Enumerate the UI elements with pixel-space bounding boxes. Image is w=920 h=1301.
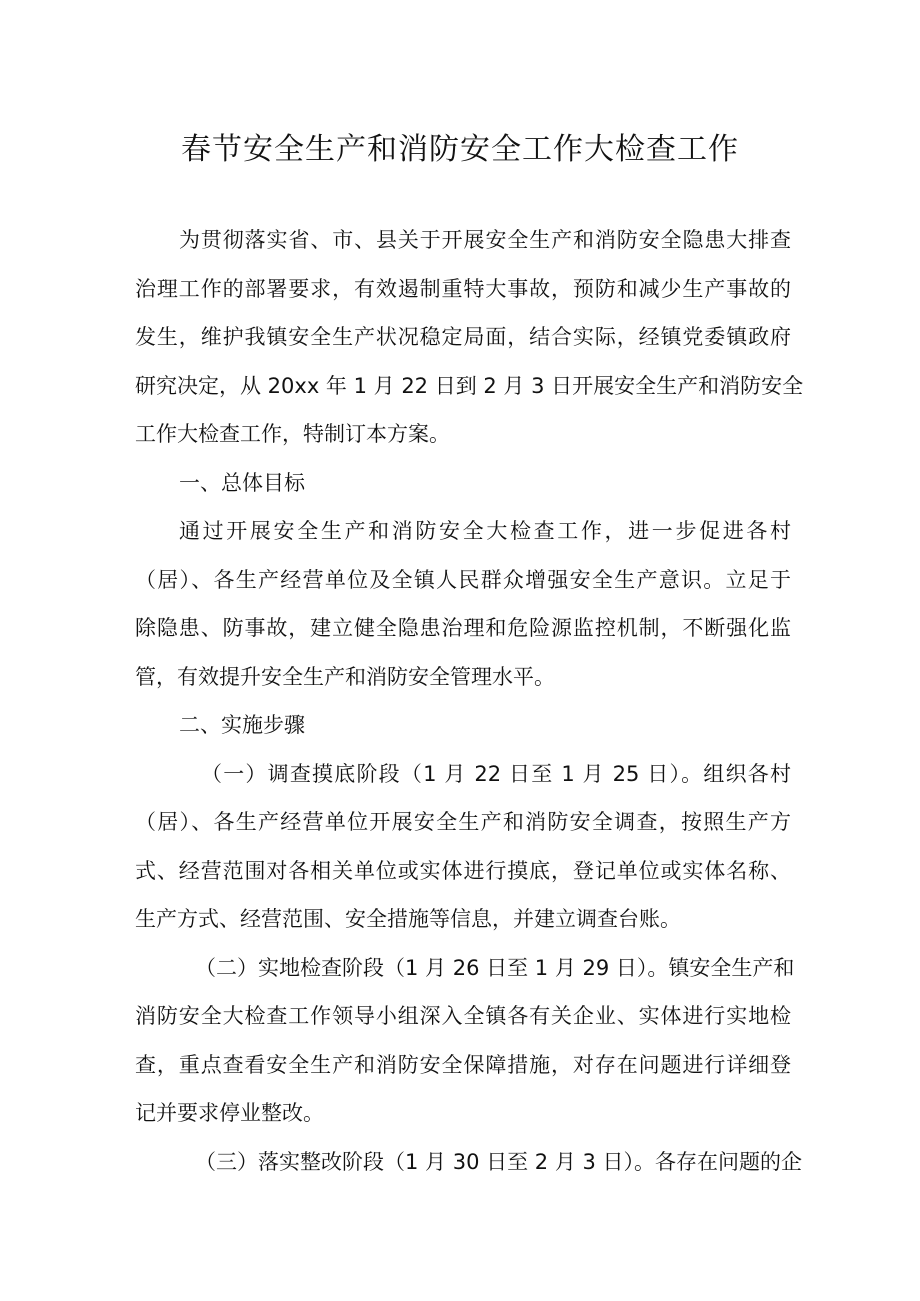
text-line: 式、经营范围对各相关单位或实体进行摸底，登记单位或实体名称、 <box>135 858 791 883</box>
paragraph-step-1 <box>135 750 791 944</box>
text-line: 查，重点查看安全生产和消防安全保障措施，对存在问题进行详细登 <box>135 1052 791 1077</box>
text-line: 通过开展安全生产和消防安全大检查工作，进一步促进各村 <box>179 519 791 543</box>
section-heading-1 <box>135 459 791 508</box>
paragraph-intro <box>135 216 804 459</box>
section-heading: 一、总体目标 <box>179 470 305 495</box>
text-line: 管，有效提升安全生产和消防安全管理水平。 <box>135 664 555 689</box>
text-line: 发生，维护我镇安全生产状况稳定局面，结合实际，经镇党委镇政府 <box>135 325 791 349</box>
text-line: 研究决定，从 20xx 年 1 月 22 日到 2 月 3 日开展安全生产和消防安全 <box>135 373 804 398</box>
document-title: 春节安全生产和消防安全工作大检查工作 <box>181 132 739 167</box>
document-body <box>135 216 804 1186</box>
text-line: （三）落实整改阶段（1 月 30 日至 2 月 3 日）。各存在问题的企 <box>195 1149 803 1174</box>
text-line: （二）实地检查阶段（1 月 26 日至 1 月 29 日）。镇安全生产和 <box>195 955 795 980</box>
text-line: 工作大检查工作，特制订本方案。 <box>135 422 450 446</box>
text-line: 消防安全大检查工作领导小组深入全镇各有关企业、实体进行实地检 <box>135 1004 791 1028</box>
section-heading-2 <box>135 701 791 750</box>
text-line: 治理工作的部署要求，有效遏制重特大事故，预防和减少生产事故的 <box>135 276 791 301</box>
paragraph-step-3 <box>135 1138 803 1187</box>
text-line: 除隐患、防事故，建立健全隐患治理和危险源监控机制，不断强化监 <box>135 616 791 640</box>
text-line: （一）调查摸底阶段（1 月 22 日至 1 月 25 日）。组织各村 <box>201 761 791 786</box>
text-line: 生产方式、经营范围、安全措施等信息，并建立调查台账。 <box>135 907 681 931</box>
text-line: 为贯彻落实省、市、县关于开展安全生产和消防安全隐患大排查 <box>179 228 791 252</box>
section-heading: 二、实施步骤 <box>179 713 305 737</box>
text-line: 记并要求停业整改。 <box>135 1101 324 1125</box>
paragraph-step-2 <box>135 944 795 1138</box>
paragraph-goals <box>135 507 791 701</box>
text-line: （居）、各生产经营单位开展安全生产和消防安全调查，按照生产方 <box>135 810 791 834</box>
text-line: （居）、各生产经营单位及全镇人民群众增强安全生产意识。立足于 <box>135 567 791 592</box>
